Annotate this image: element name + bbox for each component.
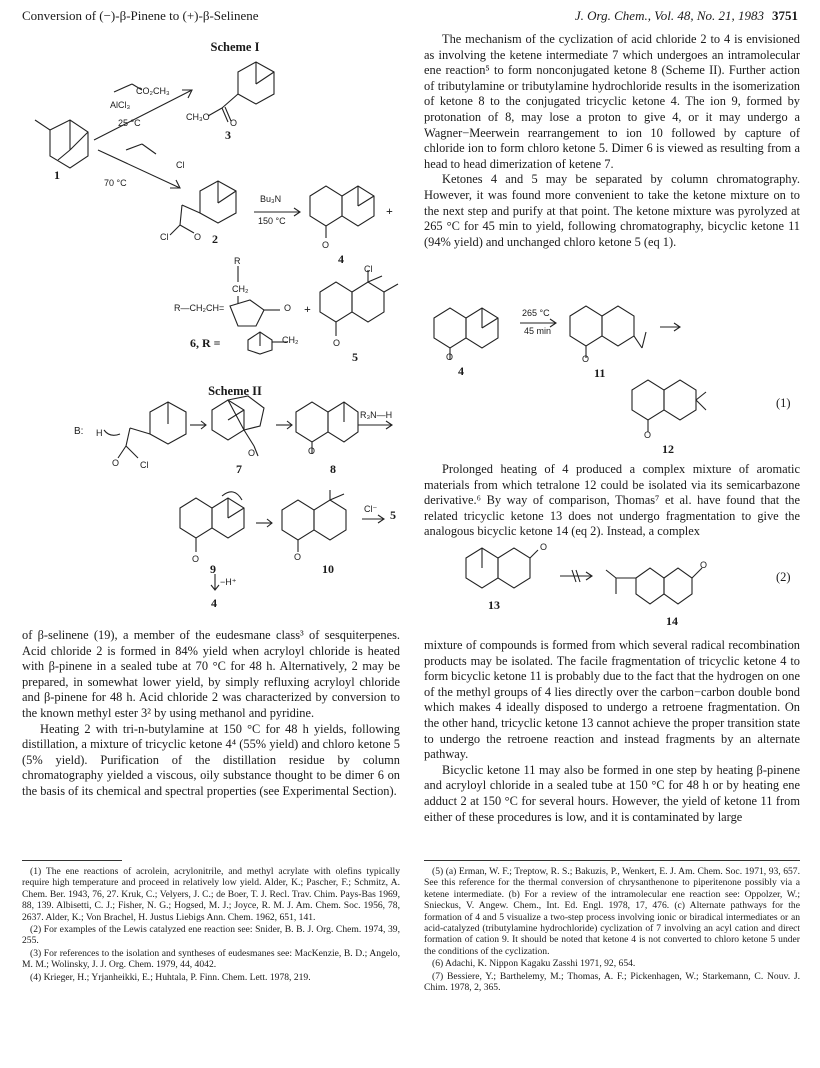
- compound-label-9: 9: [210, 562, 216, 576]
- scheme-2-title: Scheme II: [208, 384, 262, 398]
- reagent-methyl-acrylate: CO₂CH₃: [136, 86, 170, 96]
- eq1-4-oxygen: O: [446, 352, 454, 362]
- ammonium-label: R₃N—H: [360, 410, 393, 420]
- scheme-1-title: Scheme I: [210, 40, 260, 54]
- compound-label-4: 4: [338, 252, 344, 266]
- compound-label-7: 7: [236, 462, 242, 476]
- structure-eq1-11: [566, 300, 646, 364]
- footnote: (2) For examples of the Lewis catalyzed ene reaction see: Snider, B. B. J. Org. Chem. 1974, 39, 255.: [22, 924, 400, 947]
- compound-label-8: 8: [330, 462, 336, 476]
- right-column-body-bottom: [424, 638, 800, 825]
- journal-citation: J. Org. Chem., Vol. 48, No. 21, 1983: [574, 8, 764, 23]
- structure-eq1-12: [628, 378, 708, 442]
- structure-eq2-14: [606, 550, 716, 606]
- compound-label-6: 6, R =: [190, 336, 221, 350]
- footnote: (3) For references to the isolation and syntheses of eudesmanes see: MacKenzie, B. D.; Angelo, M. M.; Wolinsky, J. J. Org. Chem. 1979, 44, 4042.: [22, 947, 400, 971]
- structure-compound-7: [208, 396, 274, 460]
- proton-loss-label: −H⁺: [220, 577, 237, 587]
- eq1-12-oxygen: O: [644, 430, 652, 440]
- acid-chloride-cl: Cl: [160, 232, 169, 242]
- r-group-label: R: [234, 256, 241, 266]
- paragraph: Ketones 4 and 5 may be separated by column chromatography. However, it was found more convenient to take the ketone mixture on to the next step and purify at that point. The ketone mixture was pyrolyzed at 265 °C for 45 min to yield, following chromatography, bicyclic ketone 11 (94% yield) and unchanged chloro ketone 5 (eq 1).: [424, 172, 800, 249]
- arrow-to-10: [256, 518, 276, 528]
- compound-label-2: 2: [212, 232, 218, 246]
- footnote-rule-left: [22, 860, 122, 861]
- ch2-label: CH₂: [232, 284, 249, 294]
- ester-oxygen-label: O: [230, 118, 238, 128]
- ch2-substituent: CH₂: [282, 335, 299, 345]
- eq2-14-oxygen: O: [700, 560, 708, 570]
- paragraph: of β-selinene (19), a member of the eudesmane class³ of sesquiterpenes. Acid chloride 2 is formed in 84% yield when acryloyl chloride is heated with β-pinene in a sealed tube at 70 °C for 48 h. Alternatively, 2 may be prepared, in somewhat lower yield, by simply refluxing acryloyl chloride and β-pinene for 48 h. Acid chloride 2 was characterized by conversion to the known methyl ester 3² by using methanol and pyridine.: [22, 628, 400, 720]
- left-column-body: [22, 628, 400, 800]
- paragraph: The mechanism of the cyclization of acid chloride 2 to 4 is envisioned as involving the ketene intermediate 7 which undergoes an intramolecular ene reaction⁵ to form nonconjugated ketone 8 (Scheme II). Further action of tributylamine or tributylamine hydrochloride results in the isomerization of ketone 8 to the conjugated tricyclic ketone 4. The ion 9, formed by protonation of 8, may lose a proton to give 4, or it may undergo a Wagner−Meerwein rearrangement to ion 10 followed by capture of chloride ion to form chloro ketone 5. Dimer 6 is viewed as resulting from a head to head dimerization of ketene 7.: [424, 32, 800, 171]
- chloride-reagent-label: Cl: [176, 160, 185, 170]
- bu3n-temp: 150 °C: [258, 216, 286, 226]
- lactone-oxygen: O: [284, 303, 292, 313]
- structure-compound-5: [320, 270, 400, 350]
- arrow-to-9: [358, 420, 394, 430]
- chloride-ion-label: Cl⁻: [364, 504, 378, 514]
- compound-label-1: 1: [54, 168, 60, 182]
- footnote: (5) (a) Erman, W. F.; Treptow, R. S.; Bakuzis, P., Wenkert, E. J. Am. Chem. Soc. 1971, 93, 657. See this reference for the thermal conversion of chrysanthenone to piperitenone possibly via a ketene intermediate. (b) For a review of the intramolecular ene reaction see: Oppolzer, W.; Snieckus, V. Angew. Chem., Int. Ed. Engl. 1978, 17, 476. (c) Alternate pathways for the formation of 4 and 5 visualize a two-step process involving ionic or biradical intermediates or an acid-catalyzed (tributylamine hydrochloride) cyclization of 7 involving an acyl cation and direct formation of cation 9. It should be noted that ketone 4 is not converted to chloro ketone 5 under the conditions of the cyclization.: [424, 866, 800, 957]
- eq1-11-oxygen: O: [582, 354, 590, 364]
- eq1-label-4: 4: [458, 364, 464, 378]
- ketone-o-8: O: [308, 446, 316, 456]
- footnote-rule-right: [424, 860, 800, 861]
- right-column-body-mid: [424, 462, 800, 540]
- arrow-down-to-4: [210, 574, 220, 594]
- footnotes-left: [22, 866, 400, 984]
- eq2-label-13: 13: [488, 598, 500, 612]
- structure-compound-4: [310, 186, 380, 246]
- structure-compound-8: [292, 400, 362, 464]
- compound-label-3: 3: [225, 128, 231, 142]
- structure-compound-10: [278, 490, 358, 562]
- chloro-label-5: Cl: [364, 264, 373, 274]
- footnote: (1) The ene reactions of acrolein, acrylonitrile, and methyl acrylate with olefins typically require high temperature and proceed in relatively low yield. Alder, K.; Pascher, F.; Schmitz, A. Chem. Ber. 1943, 76, 27. Kruk, C.; Velyers, J. C.; de Boer, T. J. Recl. Trav. Chim. Pays-Bas 1969, 88, 139. Albisetti, C. J.; Fisher, N. G.; Hogsed, M. J.; Joyce, R. M. J. Am. Chem. Soc. 1956, 78, 2637. Alder, K.; Von Brachel, H. Justus Liebigs Ann. Chem. 1962, 651, 141.: [22, 866, 400, 923]
- acid-chloride-o: O: [194, 232, 202, 242]
- target-5-label: 5: [390, 508, 396, 522]
- footnote: (6) Adachi, K. Nippon Kagaku Zasshi 1971, 92, 654.: [432, 958, 636, 970]
- right-column-body-top: [424, 32, 800, 250]
- hydrogen-label: H: [96, 428, 103, 438]
- reagent-alcl3: AlCl₃: [110, 100, 131, 110]
- eq1-label-12: 12: [662, 442, 674, 456]
- running-head-right: [575, 8, 798, 24]
- ketone-oxygen-4: O: [322, 240, 330, 250]
- structure-r-substituent: [244, 330, 314, 354]
- ketone-oxygen-5: O: [333, 338, 341, 348]
- paragraph: mixture of compounds is formed from which several radical recombination products may be isolated. The facile fragmentation of tricyclic ketone 4 to form bicyclic ketone 11 is probably due to the fact that the hydrogen on one of the methyl groups of 4 lies directly over the carbon−carbon double bond which makes 4 ideally disposed to undergo a retroene fragmentation. On the other hand, tricyclic ketone 13 cannot achieve the proper transition state to undergo the retroene reaction and instead fragments by an alternate pathway.: [424, 638, 800, 762]
- bu3n-reagent: Bu₃N: [260, 194, 282, 204]
- eq1-arrow-2: [660, 322, 684, 332]
- paragraph: Heating 2 with tri-n-butylamine at 150 °C for 48 h yields, following distillation, a mixture of tricyclic ketone 4⁴ (55% yield) and chloro ketone 5 (5% yield). Purification of the distillation residue by column chromatography yielded a viscous, oily substance thought to be dimer 6 on the basis of its chemical and spectral properties (see Experimental Section).: [22, 721, 400, 798]
- equation-number-1: (1): [776, 396, 791, 410]
- eq2-13-oxygen: O: [540, 542, 548, 552]
- eq2-blocked-arrow: [560, 570, 596, 582]
- structure-eq2-13: [462, 548, 542, 598]
- plus-sign-2: +: [304, 302, 311, 316]
- page-number: 3751: [772, 8, 798, 23]
- structure-eq1-4: [430, 306, 510, 366]
- plus-sign: +: [386, 204, 393, 218]
- equation-number-2: (2): [776, 570, 791, 584]
- eq1-condition-temp: 265 °C: [522, 308, 550, 318]
- ketone-o-10: O: [294, 552, 302, 562]
- eq1-label-11: 11: [594, 366, 606, 380]
- eq1-condition-time: 45 min: [524, 326, 552, 336]
- chloride-cl-2: Cl: [140, 460, 149, 470]
- structure-compound-9: [176, 496, 256, 560]
- ketene-o: O: [248, 448, 256, 458]
- condition-25c: 25 °C: [118, 118, 141, 128]
- ketone-o-9: O: [192, 554, 200, 564]
- eq2-label-14: 14: [666, 614, 678, 628]
- rch2-label: R—CH₂CH=: [174, 303, 225, 313]
- compound-label-5: 5: [352, 350, 358, 364]
- footnote: (7) Bessiere, Y.; Barthelemy, M.; Thomas, A. F.; Pickenhagen, W.; Starkemann, C. Nouv. J. Chim. 1978, 2, 365.: [424, 970, 800, 994]
- methoxy-label: CH₃O: [186, 112, 210, 122]
- compound-label-10: 10: [322, 562, 334, 576]
- structure-compound-1: [30, 120, 90, 180]
- condition-70c: 70 °C: [104, 178, 127, 188]
- running-head-left: Conversion of (−)-β-Pinene to (+)-β-Selinene: [22, 8, 259, 23]
- arrow-to-5: [362, 514, 388, 524]
- compound-label-4-bottom: 4: [211, 596, 217, 610]
- footnotes-right: [424, 866, 800, 994]
- paragraph: Bicyclic ketone 11 may also be formed in one step by heating β-pinene and acryloyl chloride in a sealed tube at 150 °C for 48 h or by heating ene adduct 2 at 150 °C for several hours. However, the yield of ketone 11 from either of these procedures is low, and it is contaminated by large: [424, 762, 800, 824]
- arrow-to-7: [190, 420, 210, 430]
- footnote: (4) Krieger, H.; Yrjanheikki, E.; Huhtala, P. Finn. Chem. Lett. 1978, 219.: [30, 971, 311, 983]
- base-label: B:: [74, 426, 84, 437]
- paragraph: Prolonged heating of 4 produced a complex mixture of aromatic materials from which tetralone 12 could be isolated via its semicarbazone derivative.⁶ By way of comparison, Thomas⁷ et al. have found that the related tricyclic ketone 13 does not undergo fragmentation to give the analogous bicyclic ketone 14 (eq 2). Instead, a complex: [424, 462, 800, 539]
- carbonyl-o-2: O: [112, 458, 120, 468]
